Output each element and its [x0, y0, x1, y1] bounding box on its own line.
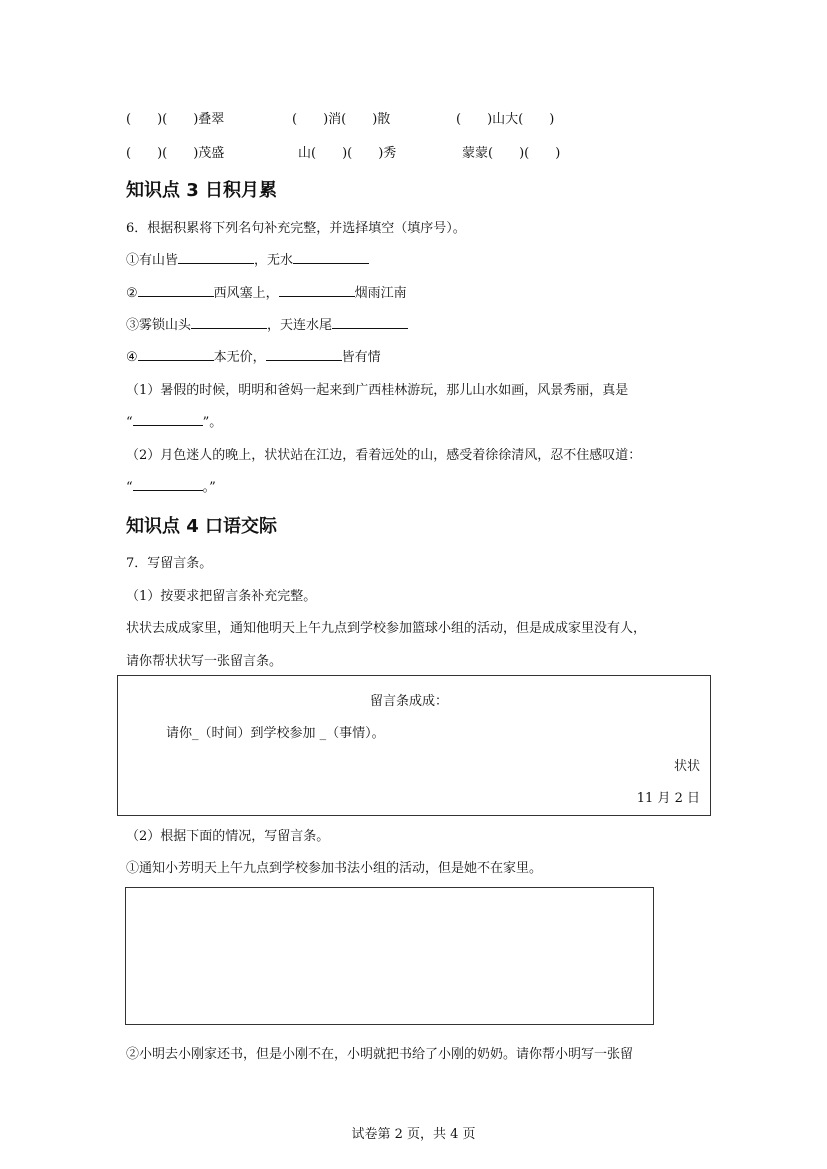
answer-line [126, 411, 222, 430]
answer-blank[interactable] [138, 348, 214, 361]
fill-item [126, 282, 407, 301]
question-text: 6．根据积累将下列名句补充完整，并选择填空（填序号）。 [126, 221, 466, 236]
quote-mark: 。” [202, 480, 216, 495]
item-text: 有山皆 [139, 253, 179, 268]
answer-box[interactable] [125, 887, 654, 1025]
note-box [117, 675, 711, 816]
quote-mark: ”。 [202, 415, 223, 430]
quote-mark: “ [126, 415, 133, 430]
item-number: ③ [126, 318, 140, 333]
sub-question: （2）根据下面的情况，写留言条。 [126, 829, 330, 844]
note-salutation: 留言条成成： [370, 694, 449, 709]
section-heading: 知识点 4 口语交际 [126, 516, 278, 537]
answer-blank[interactable] [266, 348, 342, 361]
quote-mark: “ [126, 480, 133, 495]
idiom-blank: ( )( )叠翠 [126, 112, 225, 127]
item-text: 本无价， [213, 350, 266, 365]
idiom-blank: ( )( )茂盛 [126, 146, 225, 161]
fill-item [126, 249, 369, 268]
sub-question: （2）月色迷人的晚上，状状站在江边，看着远处的山，感受着徐徐清风，忍不住感叹道： [126, 448, 642, 463]
idiom-blank: 山( )( )秀 [298, 146, 397, 161]
scenario-item: ①通知小芳明天上午九点到学校参加书法小组的活动，但是她不在家里。 [126, 861, 543, 876]
fill-item [126, 346, 381, 365]
scenario-item: ②小明去小刚家还书，但是小刚不在，小明就把书给了小刚的奶奶。请你帮小明写一张留 [126, 1047, 634, 1062]
item-text: 雾锁山头 [139, 318, 192, 333]
item-number: ② [126, 286, 138, 301]
paragraph-line: 状状去成成家里，通知他明天上午九点到学校参加篮球小组的活动，但是成成家里没有人， [126, 621, 647, 636]
answer-blank[interactable] [133, 413, 203, 426]
answer-blank[interactable] [178, 251, 254, 264]
note-signature: 状状 [673, 759, 700, 774]
item-text: ，无水 [254, 253, 294, 268]
fill-item [126, 314, 408, 333]
item-text: 西风塞上， [213, 286, 279, 301]
item-number: ④ [126, 350, 138, 365]
sub-question: （1）按要求把留言条补充完整。 [126, 589, 317, 604]
sub-question: （1）暑假的时候，明明和爸妈一起来到广西桂林游玩，那儿山水如画，风景秀丽，真是 [126, 383, 629, 398]
section-heading: 知识点 3 日积月累 [126, 180, 278, 201]
note-date: 11 月 2 日 [636, 791, 700, 806]
answer-blank[interactable] [293, 251, 369, 264]
answer-blank[interactable] [191, 316, 267, 329]
answer-blank[interactable] [138, 284, 214, 297]
item-text: 皆有情 [341, 350, 381, 365]
answer-line [126, 476, 216, 495]
question-text: 7．写留言条。 [126, 556, 213, 571]
idiom-blank: 蒙蒙( )( ) [462, 146, 561, 161]
answer-blank[interactable] [279, 284, 355, 297]
idiom-blank: ( )山大( ) [456, 112, 555, 127]
paragraph-line: 请你帮状状写一张留言条。 [126, 654, 283, 669]
item-number: ① [126, 253, 140, 268]
page-footer: 试卷第 2 页，共 4 页 [351, 1127, 476, 1142]
item-text: ，天连水尾 [267, 318, 333, 333]
item-text: 烟雨江南 [354, 286, 407, 301]
note-body: 请你_（时间）到学校参加 _（事情）。 [166, 726, 385, 741]
answer-blank[interactable] [133, 478, 203, 491]
idiom-blank: ( )消( )散 [292, 112, 391, 127]
answer-blank[interactable] [332, 316, 408, 329]
